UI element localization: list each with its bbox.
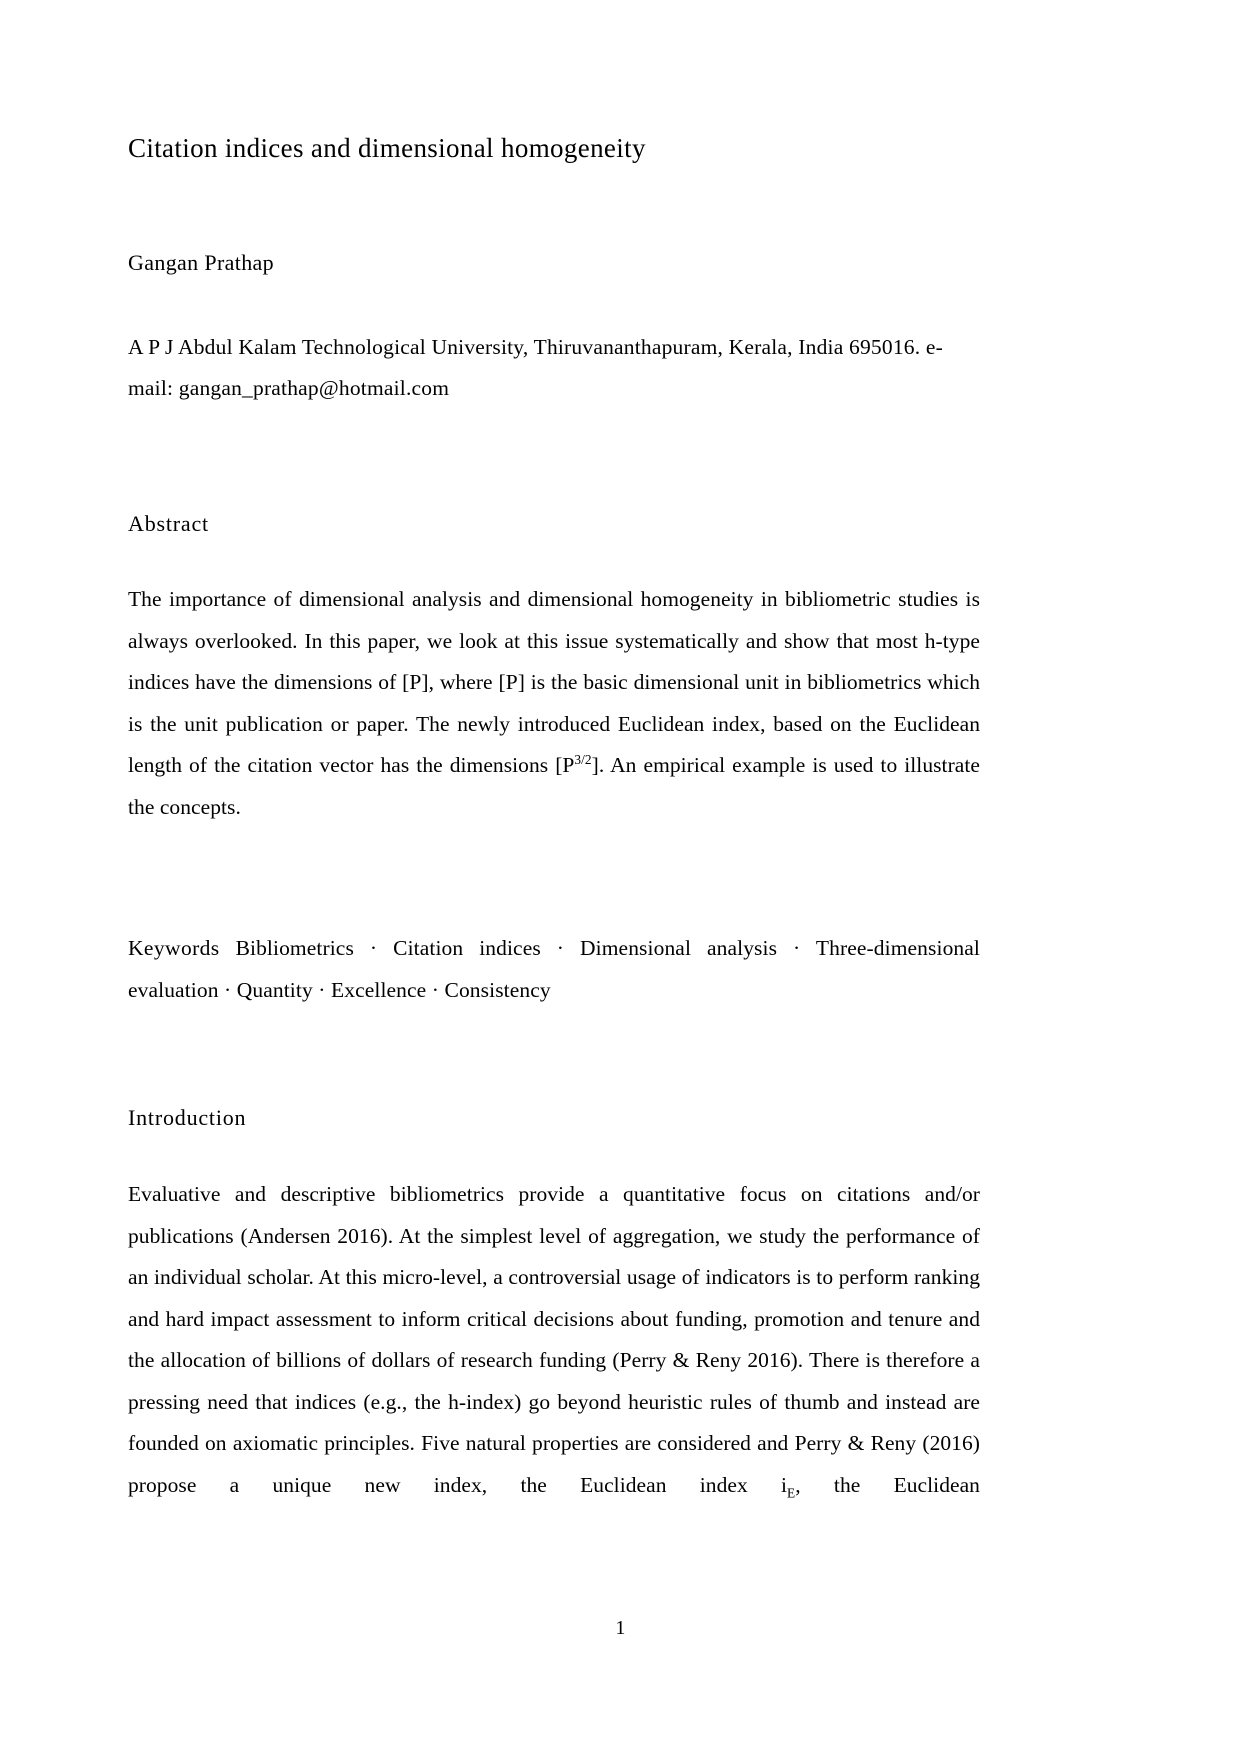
- page-content: [128, 0, 980, 1548]
- abstract-text-part-1: The importance of dimensional analysis and dimensional homogeneity in bibliometric studies is always overlooked. In this paper, we look at this issue systematically and show that most h-type indices have the dimensions of [P], where [P] is the basic dimensional unit in bibliometrics which is the unit publication or paper. The newly introduced Euclidean index, based on the Euclidean length of the citation vector has the dimensions [P: [128, 587, 980, 777]
- keywords-label: Keywords: [128, 936, 220, 960]
- page-number: 1: [615, 1617, 626, 1639]
- introduction-text-part-1: Evaluative and descriptive bibliometrics provide a quantitative focus on citations and/or publications (Andersen 2016). At the simplest level of aggregation, we study the performance of an individual scholar. At this micro-level, a controversial usage of indicators is to perform ranking and hard impact assessment to inform critical decisions about funding, promotion and tenure and the allocation of billions of dollars of research funding (Perry & Reny 2016). There is therefore a pressing need that indices (e.g., the h-index) go beyond heuristic rules of thumb and instead are founded on axiomatic principles. Five natural properties are considered and Perry & Reny (2016) propose a unique new index, the Euclidean index i: [128, 1182, 980, 1497]
- author-name: Gangan Prathap: [128, 250, 275, 275]
- abstract-text-part-2: ]. An empirical example is used to illustrate the concepts.: [128, 753, 980, 819]
- introduction-body: [128, 1174, 980, 1548]
- abstract-heading: Abstract: [128, 511, 209, 536]
- abstract-body: [128, 579, 980, 828]
- introduction-subscript: E: [787, 1484, 796, 1500]
- keywords-list: Bibliometrics · Citation indices · Dimensional analysis · Three-dimensional evaluation · Quantity · Excellence · Consistency: [128, 936, 980, 1002]
- abstract-superscript: 3/2: [574, 751, 592, 767]
- affiliation-line-1: A P J Abdul Kalam Technological University, Thiruvananthapuram, Kerala, India 695016. e-: [128, 335, 943, 359]
- introduction-text-part-2: , the Euclidean: [795, 1472, 980, 1497]
- page-title: Citation indices and dimensional homogeneity: [128, 133, 646, 163]
- introduction-heading: Introduction: [128, 1105, 247, 1130]
- affiliation-block: [128, 327, 980, 409]
- affiliation-line-2: mail: gangan_prathap@hotmail.com: [128, 376, 450, 400]
- keywords-block: [128, 928, 980, 1011]
